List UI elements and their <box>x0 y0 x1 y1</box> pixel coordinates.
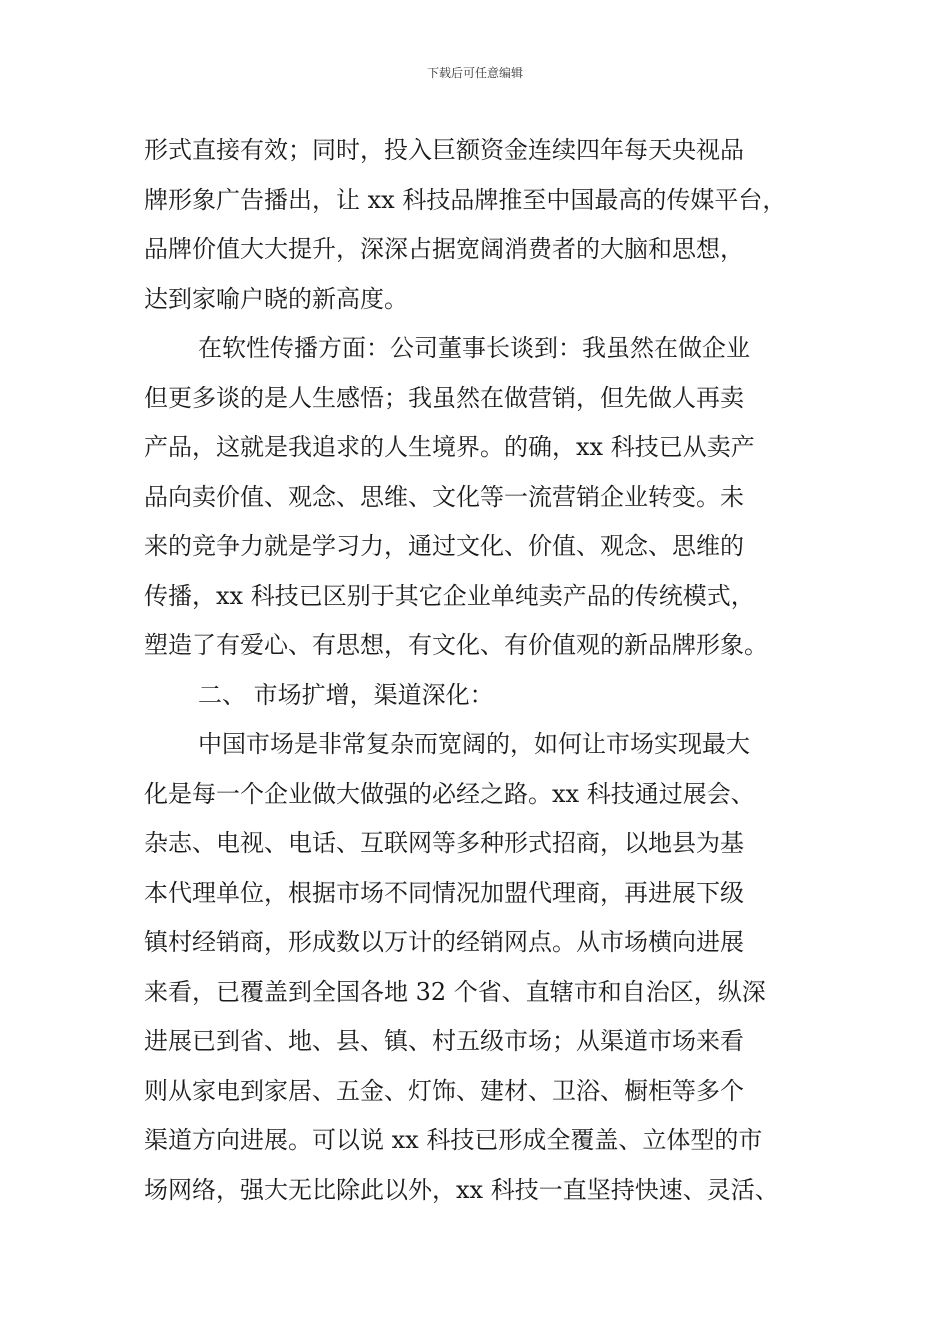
text-line: 渠道方向进展。可以说 xx 科技已形成全覆盖、立体型的市 <box>144 1126 763 1154</box>
text-line: 镇村经销商，形成数以万计的经销网点。从市场横向进展 <box>144 928 744 956</box>
text-line: 杂志、电视、电话、互联网等多种形式招商，以地县为基 <box>144 829 744 857</box>
document-body <box>144 126 824 1215</box>
text-line: 品向卖价值、观念、思维、文化等一流营销企业转变。未 <box>144 482 744 511</box>
text-line: 进展已到省、地、县、镇、村五级市场；从渠道市场来看 <box>144 1027 744 1055</box>
paragraph-start-line: 在软性传播方面：公司董事长谈到：我虽然在做企业 <box>198 334 750 362</box>
text-line: 来的竞争力就是学习力，通过文化、价值、观念、思维的 <box>144 532 744 560</box>
text-line: 来看，已覆盖到全国各地 32 个省、直辖市和自治区，纵深 <box>144 977 766 1006</box>
text-line: 塑造了有爱心、有思想，有文化、有价值观的新品牌形象。 <box>144 631 768 659</box>
section-heading: 二、 市场扩增，渠道深化： <box>198 680 494 709</box>
page-header: 下载后可任意编辑 <box>426 66 523 80</box>
text-line: 牌形象广告播出，让 xx 科技品牌推至中国最高的传媒平台， <box>144 185 787 214</box>
text-line: 品牌价值大大提升，深深占据宽阔消费者的大脑和思想， <box>144 235 744 263</box>
text-line: 形式直接有效；同时，投入巨额资金连续四年每天央视品 <box>144 136 744 164</box>
text-line: 达到家喻户晓的新高度。 <box>144 284 408 313</box>
text-line: 则从家电到家居、五金、灯饰、建材、卫浴、橱柜等多个 <box>144 1076 744 1105</box>
text-line: 本代理单位，根据市场不同情况加盟代理商，再进展下级 <box>144 878 744 907</box>
text-line: 场网络，强大无比除此以外，xx 科技一直坚持快速、灵活、 <box>144 1175 779 1204</box>
text-line: 传播，xx 科技已区别于其它企业单纯卖产品的传统模式， <box>144 581 755 610</box>
paragraph-start-line: 中国市场是非常复杂而宽阔的，如何让市场实现最大 <box>198 730 750 758</box>
text-line: 化是每一个企业做大做强的必经之路。xx 科技通过展会、 <box>144 779 755 808</box>
text-line: 产品，这就是我追求的人生境界。的确，xx 科技已从卖产 <box>144 433 755 461</box>
text-line: 但更多谈的是人生感悟；我虽然在做营销，但先做人再卖 <box>144 383 744 412</box>
